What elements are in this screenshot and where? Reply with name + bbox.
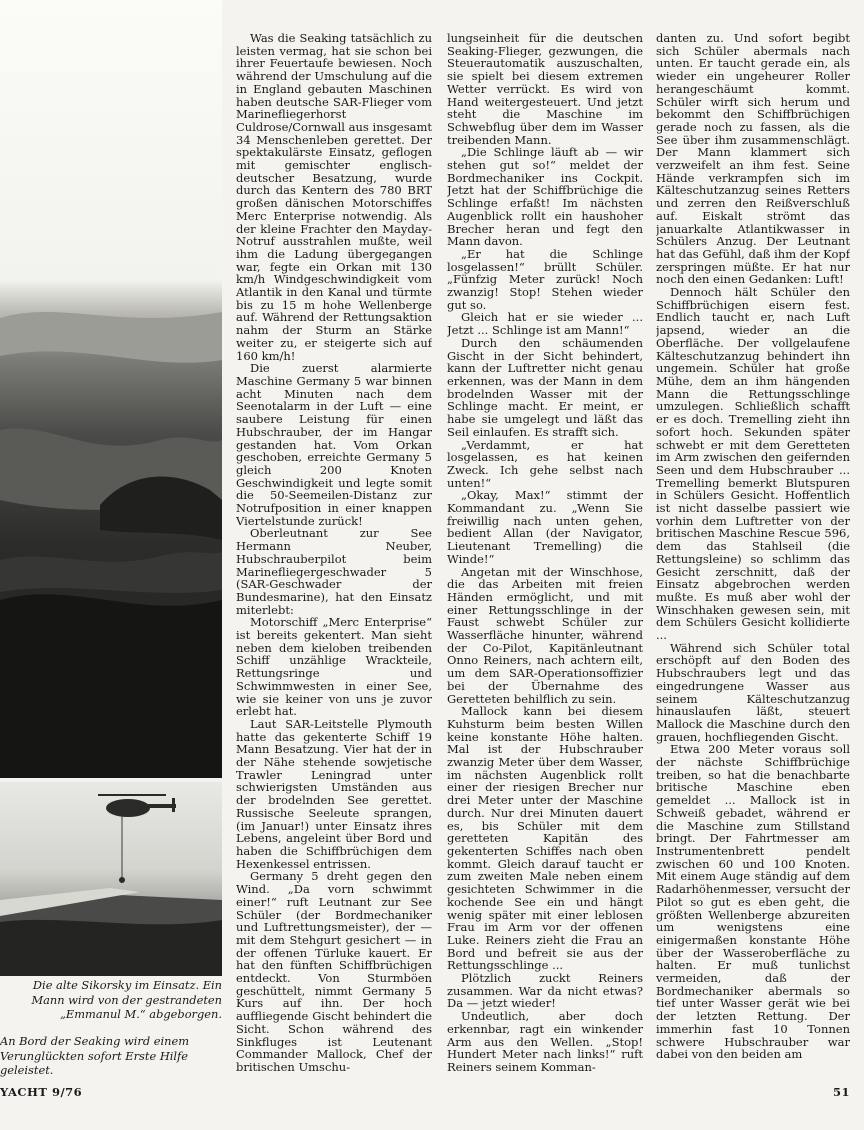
photo-sikorsky-rescue xyxy=(0,782,222,976)
paragraph: Was die Seaking tatsächlich zu leisten vermag, hat sie schon bei ihrer Feuertaufe bewiesen. Noch während der Umschulung auf die in England gebauten Maschinen haben deutsche SAR-Flieger vom Marinefliegerhorst Culdrose/Cornwall aus insgesamt 34 Menschenleben gerettet. Der spektakulärste Einsatz, geflogen mit gemischter englisch-deutscher Besatzung, wurde durch das Kentern des 780 BRT großen dänischen Motorschiffes Merc Enterprise notwendig. Als der kleine Frachter den Mayday-Notruf ausstrahlen mußte, weil ihm die Ladung übergegangen war, fegte ein Orkan mit 130 km/h Windgeschwindigkeit vom Atlantik in den Kanal und türmte bis zu 15 m hohe Wellenberge auf. Während der Rettungsaktion nahm der Sturm an Stärke weiter zu, er steigerte sich auf 160 km/h! xyxy=(236,32,432,363)
paragraph: Gleich hat er sie wieder ... Jetzt ... Schlinge ist am Mann!“ xyxy=(447,310,643,338)
article-column-1 xyxy=(236,32,432,1080)
paragraph: Laut SAR-Leitstelle Plymouth hatte das gekenterte Schiff 19 Mann Besatzung. Vier hat der in der Nähe stehende sowjetische Trawler Leningrad unter schwierigsten Umständen aus der brodelnden See gerettet. Russische Seeleute sprangen, (im Januar!) unter Einsatz ihres Lebens, angeleint über Bord und haben die Schiffbrüchigen dem Hexenkessel entrissen. xyxy=(236,716,432,871)
paragraph: Durch den schäumenden Gischt in der Sicht behindert, kann der Luftretter nicht genau erkennen, was der Mann in dem brodelnden Wasser mit der Schlinge macht. Er meint, er habe sie umgelegt und läßt das Seil einlaufen. Es strafft sich. xyxy=(447,335,643,439)
paragraph: „Er hat die Schlinge losgelassen!“ brüllt Schüler. „Fünfzig Meter zurück! Noch zwanzig! Stop! Stehen wieder gut so. xyxy=(447,246,643,312)
helicopter-over-ship-illustration xyxy=(0,782,222,976)
paragraph: „Die Schlinge läuft ab — wir stehen gut so!“ meldet der Bordmechaniker ins Cockpit. Jetzt hat der Schiffbrüchige die Schlinge erfaßt! Im nächsten Augenblick rollt ein haushoher Brecher heran und fegt den Mann davon. xyxy=(447,145,643,249)
paragraph: Die zuerst alarmierte Maschine Germany 5 war binnen acht Minuten nach dem Seenotalarm in der Luft — eine saubere Leistung für einen Hubschrauber, der im Hangar gestanden hat. Vom Orkan geschoben, erreichte Germany 5 gleich 200 Knoten Geschwindigkeit und legte somit die 50-Seemeilen-Distanz zur Notrufposition in einer knappen Viertelstunde zurück! xyxy=(236,361,432,528)
paragraph: Während sich Schüler total erschöpft auf den Boden des Hubschraubers legt und das eingedrungene Wasser aus seinem Kälteschutzanzug hinauslaufen läßt, steuert Mallock die Maschine durch den grauen, hochfliegenden Gischt. xyxy=(656,640,850,744)
paragraph: „Verdammt, er hat losgelassen, es hat keinen Zweck. Ich gehe selbst nach unten!“ xyxy=(447,437,643,490)
paragraph: „Okay, Max!“ stimmt der Kommandant zu. „Wenn Sie freiwillig nach unten gehen, bedient Allan (der Navigator, Lieutenant Tremelling) die Winde!“ xyxy=(447,488,643,566)
photo-caption-sikorsky: Die alte Sikorsky im Einsatz. Ein Mann wird von der gestrandeten „Emmanul M.“ abgeborgen. xyxy=(31,978,222,1022)
paragraph: Dennoch hält Schüler den Schiffbrüchigen eisern fest. Endlich taucht er, nach Luft japsend, wieder an die Oberfläche. Der vollgelaufene Kälteschutzanzug behindert ihn ungemein. Schüler hat große Mühe, dem an ihm hängenden Mann die Rettungsschlinge umzulegen. Schließlich schafft er es doch. Tremelling zieht ihn sofort hoch. Sekunden später schwebt er mit dem Geretteten im Arm zwischen den geifernden Seen und dem Hubschrauber ... Tremelling bemerkt Blutspuren in Schülers Gesicht. Hoffentlich ist nicht dasselbe passiert wie vorhin dem Luftretter von der britischen Maschine Rescue 596, dem das Stahlseil (die Rettungsleine) so schlimm das Gesicht zerschnitt, daß der Einsatz abgebrochen werden mußte. Es muß aber wohl der Winschhaken gewesen sein, mit dem Schülers Gesicht kollidierte ... xyxy=(656,285,850,643)
paragraph: Motorschiff „Merc Enterprise“ ist bereits gekentert. Man sieht neben dem kieloben treibenden Schiff unzählige Wrackteile, Rettungsringe und Schwimmwesten in einer See, wie sie keiner von uns je zuvor erlebt hat. xyxy=(236,615,432,719)
paragraph: Undeutlich, aber doch erkennbar, ragt ein winkender Arm aus den Wellen. „Stop! Hundert Meter nach links!“ ruft Reiners seinem Komman- xyxy=(447,1009,643,1074)
photo-seaking-wreck xyxy=(0,0,222,778)
page-number: 51 xyxy=(832,1085,850,1099)
paragraph: Etwa 200 Meter voraus soll der nächste Schiffbrüchige treiben, so hat die benachbarte britische Maschine eben gemeldet ... Mallock ist in Schweiß gebadet, während er die Maschine zum Stillstand bringt. Der Fahrtmesser am Instrumentenbrett pendelt zwischen 60 und 100 Knoten. Mit einem Auge ständig auf dem Radarhöhenmesser, versucht der Pilot so gut es eben geht, die größten Wellenberge abzureiten um wenigstens eine einigermaßen konstante Höhe über der Wasseroberfläche zu halten. Er muß tunlichst vermeiden, daß der Bordmechaniker abermals so tief unter Wasser gerät wie bei der letzten Rettung. Der immerhin fast 10 Tonnen schwere Hubschrauber war dabei von den beiden am xyxy=(656,742,850,1062)
paragraph: Plötzlich zuckt Reiners zusammen. War da nicht etwas? Da — jetzt wieder! xyxy=(447,971,643,1011)
article-column-3 xyxy=(656,32,850,1080)
helicopter-icon xyxy=(98,794,176,817)
paragraph: Angetan mit der Winschhose, die das Arbeiten mit freien Händen ermöglicht, und mit einer Rettungsschlinge in der Faust schwebt Schüler zur Wasserfläche hinunter, während der Co-Pilot, Kapitänleutnant Onno Reiners, nach achtern eilt, um dem SAR-Operationsoffizier bei der Übernahme des Geretteten behilflich zu sein. xyxy=(447,564,643,706)
paragraph: danten zu. Und sofort begibt sich Schüler abermals nach unten. Er taucht gerade ein, als wieder ein ungeheurer Roller herangeschäumt kommt. Schüler wirft sich herum und bekommt den Schiffbrüchigen gerade noch zu fassen, als die See über ihm zusammenschlägt. Der Mann klammert sich verzweifelt an ihm fest. Seine Hände verkrampfen sich im Kälteschutzanzug seines Retters und zerren den Reißverschluß auf. Eiskalt strömt das januarkalte Atlantikwasser in Schülers Anzug. Der Leutnant hat das Gefühl, daß ihm der Kopf zerspringen müßte. Er hat nur noch den einen Gedanken: Luft! xyxy=(656,32,850,287)
paragraph: Oberleutnant zur See Hermann Neuber, Hubschrauberpilot beim Marinefliegergeschwader 5 (SAR-Geschwader der Bundesmarine), hat den Einsatz miterlebt: xyxy=(236,526,432,617)
paragraph: Germany 5 dreht gegen den Wind. „Da vorn schwimmt einer!“ ruft Leutnant zur See Schüler (der Bordmechaniker und Luftrettungsmeister), der — mit dem Stehgurt gesichert — in der offenen Türluke kauert. Er hat den fünften Schiffbrüchigen entdeckt. Von Sturmböen geschüttelt, nimmt Germany 5 Kurs auf ihn. Der hoch auffliegende Gischt behindert die Sicht. Schon während des Sinkfluges ist Leutenant Commander Mallock, Chef der britischen Umschu- xyxy=(236,869,432,1074)
sea-storm-illustration xyxy=(0,0,222,778)
paragraph: Mallock kann bei diesem Kuhsturm beim besten Willen keine konstante Höhe halten. Mal ist der Hubschrauber zwanzig Meter über dem Wasser, im nächsten Augenblick rollt einer der riesigen Brecher nur drei Meter unter der Maschine durch. Nur drei Minuten dauert es, bis Schüler mit dem geretteten Kapitän des gekenterten Schiffes nach oben kommt. Gleich darauf taucht er zum zweiten Male neben einem gesichteten Schwimmer in die kochende See ein und hängt wenig später mit einer leblosen Frau im Arm vor der offenen Luke. Reiners zieht die Frau an Bord und befreit sie aus der Rettungsschlinge ... xyxy=(447,704,643,973)
photo-caption-first-aid: An Bord der Seaking wird einem Verunglückten sofort Erste Hilfe geleistet. xyxy=(0,1034,190,1078)
article-column-2 xyxy=(447,32,643,1080)
paragraph: lungseinheit für die deutschen Seaking-Flieger, gezwungen, die Steuerautomatik auszuschalten, sie spielt bei diesem extremen Wetter verrückt. Es wird von Hand weitergesteuert. Und jetzt steht die Maschine im Schwebflug über dem im Wasser treibenden Mann. xyxy=(447,32,643,147)
magazine-issue-label: YACHT 9/76 xyxy=(0,1085,83,1099)
